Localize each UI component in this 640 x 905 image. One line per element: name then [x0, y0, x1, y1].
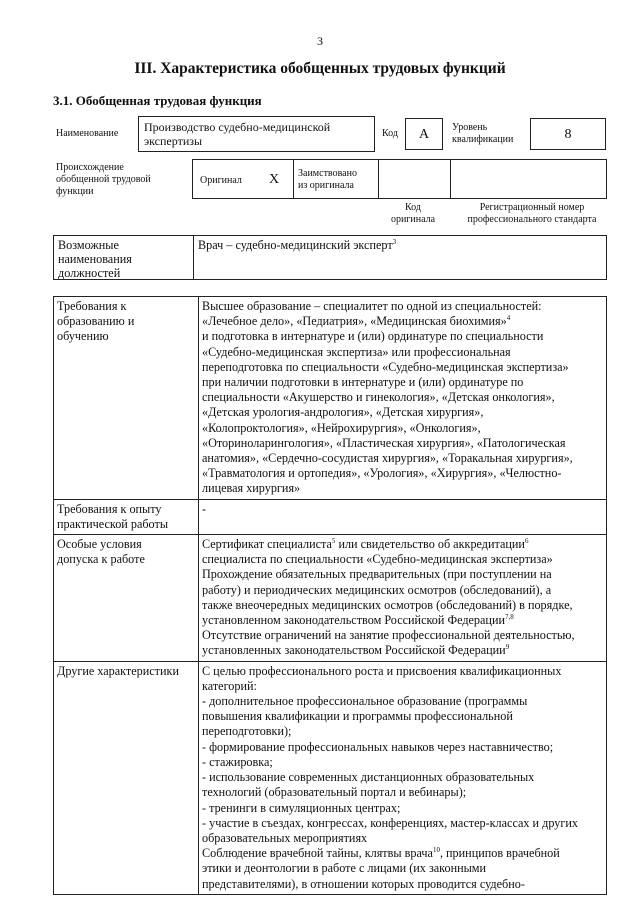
text-line-part: «Лечебное дело», «Педиатрия», «Медицинская биохимия» [202, 314, 507, 329]
text-line: - [202, 501, 207, 516]
row-label-line: Требования к опыту [57, 501, 162, 516]
row-value [199, 535, 607, 662]
table-row [54, 535, 607, 662]
name-label: Наименование [56, 128, 119, 139]
row-value [199, 661, 607, 894]
text-line: переподготовки); [202, 724, 292, 739]
page-number: 3 [317, 34, 323, 48]
row-value [199, 499, 607, 534]
row-label-line: допуска к работе [57, 552, 145, 567]
borrowed-label-line: Заимствовано [298, 168, 357, 179]
text-line: «Оториноларингология», «Пластическая хирургия», «Патологическая [202, 435, 566, 450]
code-caption-line: оригинала [390, 214, 436, 225]
level-value: 8 [564, 127, 572, 142]
origin-divider [378, 159, 379, 199]
level-value-box [530, 118, 606, 150]
footnote-ref: 7,8 [505, 613, 514, 621]
text-line [202, 613, 602, 628]
text-line: - стажировка; [202, 754, 273, 769]
text-line: специальности «Акушерство и гинекология», «Детская онкология», [202, 390, 555, 405]
row-label-line: образованию и [57, 314, 135, 329]
text-line: - участие в съездах, конгрессах, конференциях, мастер-классах и других [202, 815, 578, 830]
origin-label-line: функции [56, 186, 94, 197]
row-label [54, 297, 199, 500]
footnote-ref: 4 [506, 314, 511, 323]
regnum-caption-line: Регистрационный номер [479, 202, 585, 213]
text-line: - дополнительное профессиональное образование (программы [202, 694, 528, 709]
text-line: лицевая хирургия» [202, 481, 301, 496]
origin-divider [293, 159, 294, 199]
text-line: «Травматология и ортопедия», «Урология», «Хирургия», «Челюстно- [202, 466, 562, 481]
text-line: переподготовка по специальности «Судебно-медицинская экспертиза» [202, 359, 569, 374]
text-line: специалиста по специальности «Судебно-медицинская экспертиза» [202, 552, 553, 567]
row-label-line: практической работы [57, 516, 169, 531]
origin-divider [450, 159, 451, 199]
code-caption-line: Код [405, 202, 421, 213]
subsection-title: 3.1. Обобщенная трудовая функция [53, 93, 262, 108]
text-line-part: Соблюдение врачебной тайны, клятвы врача [202, 846, 433, 861]
level-label-line: Уровень [452, 122, 488, 133]
table-row [54, 499, 607, 534]
text-line: «Детская урология-андрология», «Детская хирургия», [202, 405, 484, 420]
text-line: Прохождение обязательных предварительных (при поступлении на [202, 567, 552, 582]
text-line: - формирование профессиональных навыков через наставничество; [202, 739, 554, 754]
footnote-ref: 6 [524, 536, 529, 545]
text-line [202, 846, 602, 861]
positions-label-line: должностей [58, 266, 121, 280]
origin-label-line: обобщенной трудовой [56, 174, 151, 185]
name-value-box [138, 116, 375, 152]
table-row [54, 661, 607, 894]
text-line: - тренинги в симуляционных центрах; [202, 800, 401, 815]
level-label-line: квалификации [452, 134, 514, 145]
origin-label [56, 162, 151, 198]
text-line-part: или свидетельство об аккредитации [335, 537, 525, 552]
row-value [199, 297, 607, 500]
text-line-part: , принципов врачебной [439, 846, 560, 861]
footnote-ref: 10 [432, 846, 440, 855]
regnum-caption [452, 202, 612, 226]
row-label-line: Особые условия [57, 537, 142, 552]
text-line [202, 537, 602, 552]
text-line: повышения квалификации и программы профессиональной [202, 709, 513, 724]
text-line-part: Сертификат специалиста [202, 537, 332, 552]
name-value-line: экспертизы [144, 134, 203, 148]
text-line: «Колопроктология», «Нейрохирургия», «Онкология», [202, 420, 481, 435]
positions-label-line: наименования [58, 252, 132, 266]
text-line: технологий (образовательный портал и вебинары); [202, 785, 467, 800]
positions-value [198, 238, 396, 253]
text-line: представителями), в отношении которых проводится судебно- [202, 876, 525, 891]
borrowed-label-line: из оригинала [298, 180, 354, 191]
text-line: Высшее образование – специалитет по одной из специальностей: [202, 299, 542, 313]
row-label-line: обучению [57, 329, 109, 344]
level-label [452, 122, 513, 146]
regnum-caption-line: профессионального стандарта [467, 214, 597, 225]
text-line: категорий: [202, 678, 257, 693]
footnote-ref: 5 [331, 536, 336, 545]
footnote-ref: 3 [392, 237, 397, 246]
code-value-box [405, 118, 443, 150]
positions-table [53, 235, 607, 280]
section-title: III. Характеристика обобщенных трудовых функций [134, 60, 506, 77]
borrowed-label [298, 168, 357, 192]
row-label [54, 499, 199, 534]
original-mark: X [269, 172, 280, 187]
text-line: работу) и периодических медицинских осмотров (обследований), а [202, 582, 552, 597]
footnote-ref: 9 [505, 643, 510, 652]
name-value-line: Производство судебно-медицинской [144, 120, 331, 134]
row-label-line: Требования к [57, 299, 127, 313]
text-line: анатомия», «Сердечно-сосудистая хирургия», «Торакальная хирургия», [202, 451, 573, 466]
code-value: А [418, 127, 430, 142]
positions-value-text: Врач – судебно-медицинский эксперт [198, 238, 393, 252]
text-line: и подготовка в интернатуре и (или) ординатуре по специальности [202, 329, 544, 344]
positions-label [58, 238, 132, 280]
origin-label-line: Происхождение [56, 162, 124, 173]
row-label [54, 661, 199, 894]
row-label-line: Другие характеристики [57, 663, 179, 678]
text-line: образовательных мероприятиях [202, 830, 368, 845]
row-label [54, 535, 199, 662]
table-row [54, 297, 607, 500]
text-line: при наличии подготовки в интернатуре и (или) ординатуре по [202, 375, 524, 390]
text-line: Отсутствие ограничений на занятие профессиональной деятельностью, [202, 628, 575, 643]
origin-box [192, 159, 607, 199]
requirements-table [53, 296, 607, 895]
positions-divider [193, 235, 194, 280]
code-label: Код [382, 128, 398, 139]
text-line: - использование современных дистанционных образовательных [202, 770, 535, 785]
text-line: С целью профессионального роста и присвоения квалификационных [202, 663, 562, 678]
original-label: Оригинал [200, 175, 242, 186]
text-line-part: установленном законодательством Российской Федерации [202, 613, 506, 628]
code-caption [382, 202, 444, 226]
text-line-part: установленных законодательством Российской Федерации [202, 643, 506, 658]
text-line: также внеочередных медицинских осмотров (обследований) в порядке, [202, 597, 573, 612]
text-line: этики и деонтологии в работе с лицами (их законными [202, 861, 487, 876]
text-line [202, 643, 602, 658]
text-line [202, 314, 602, 329]
text-line: «Судебно-медицинская экспертиза» или профессиональная [202, 344, 511, 359]
positions-label-line: Возможные [58, 238, 119, 252]
